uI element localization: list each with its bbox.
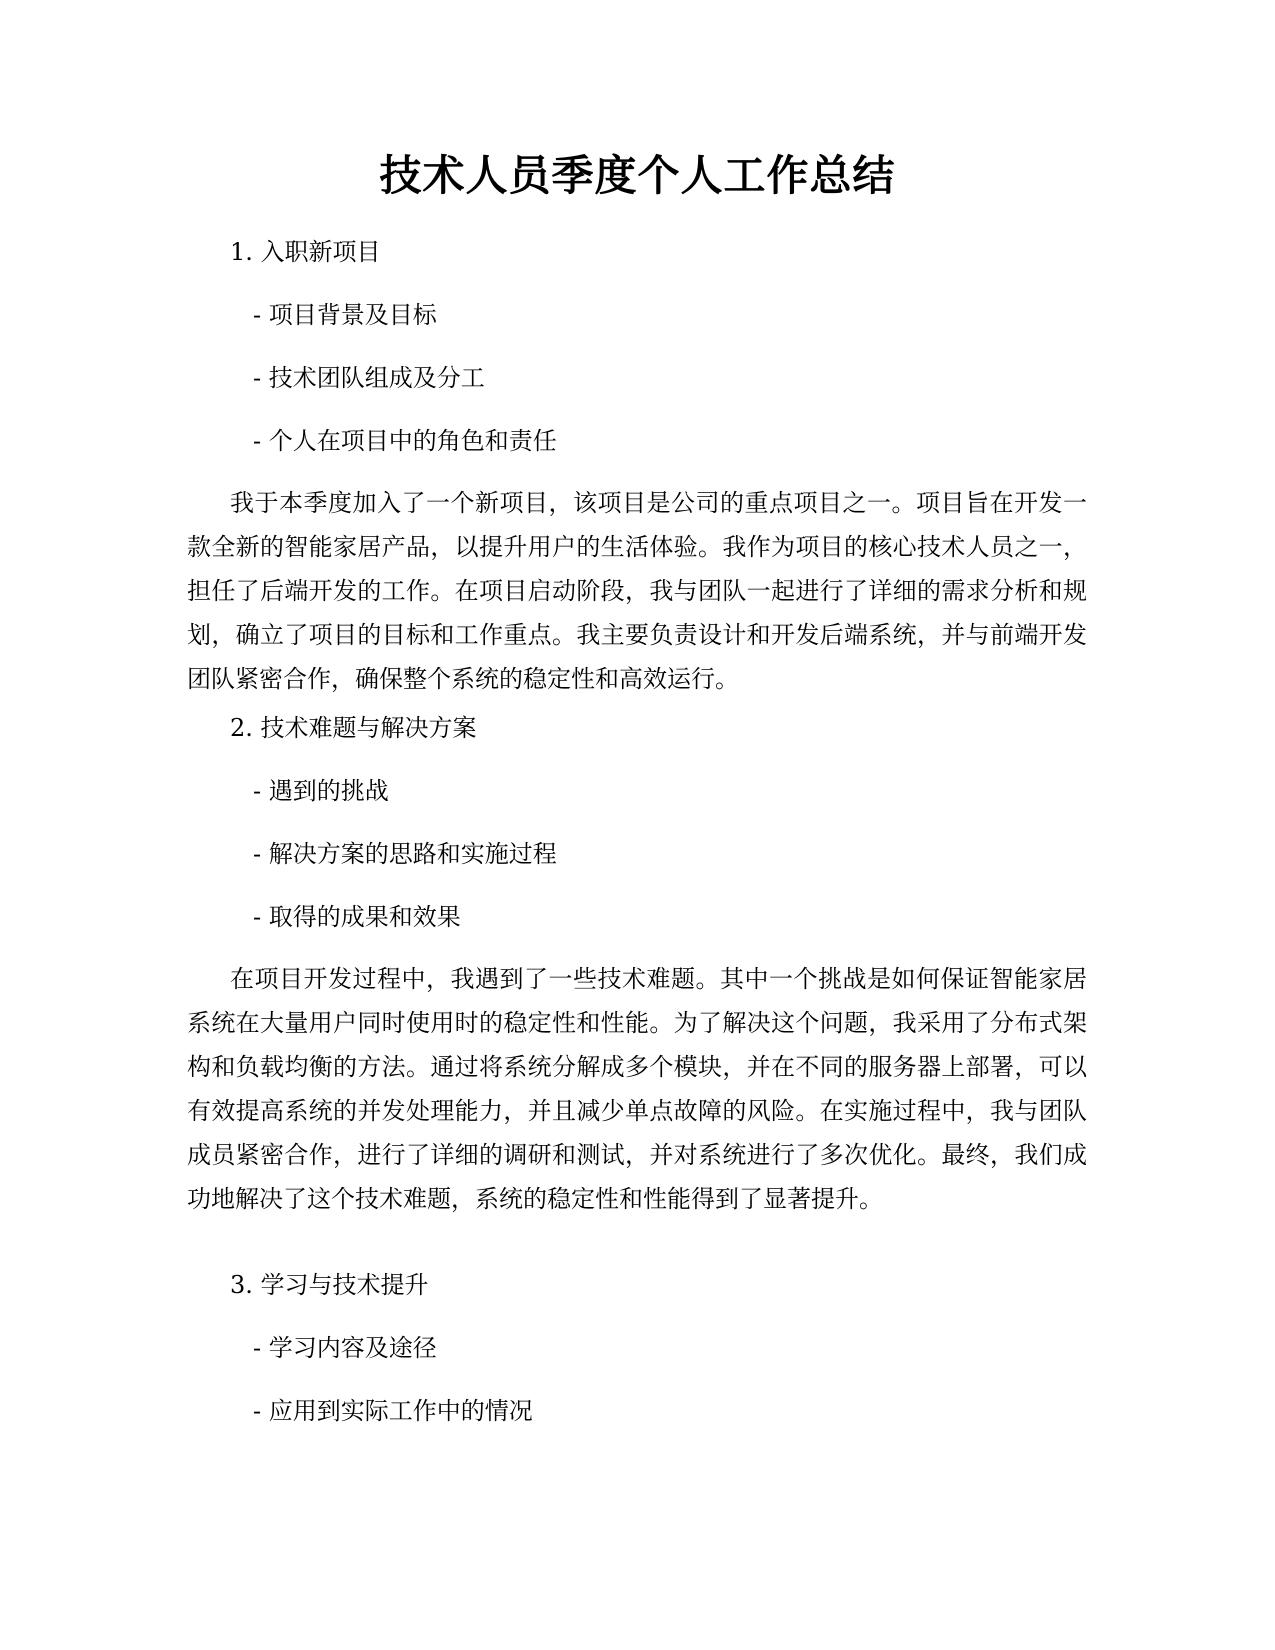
section-1-item-3: - 个人在项目中的角色和责任: [253, 427, 557, 455]
section-1-item-1: - 项目背景及目标: [253, 301, 437, 329]
section-3-item-1: - 学习内容及途径: [253, 1334, 437, 1362]
section-1-paragraph: 我于本季度加入了一个新项目，该项目是公司的重点项目之一。项目旨在开发一款全新的智能家居产品，以提升用户的生活体验。我作为项目的核心技术人员之一，担任了后端开发的工作。在项目启动阶段，我与团队一起进行了详细的需求分析和规划，确立了项目的目标和工作重点。我主要负责设计和开发后端系统，并与前端开发团队紧密合作，确保整个系统的稳定性和高效运行。: [187, 489, 1087, 693]
section-1-item-2: - 技术团队组成及分工: [253, 364, 485, 392]
section-2-item-3: - 取得的成果和效果: [253, 903, 461, 931]
section-heading-1: 1. 入职新项目: [230, 238, 381, 266]
section-2-item-1: - 遇到的挑战: [253, 777, 389, 805]
section-2-paragraph: 在项目开发过程中，我遇到了一些技术难题。其中一个挑战是如何保证智能家居系统在大量用户同时使用时的稳定性和性能。为了解决这个问题，我采用了分布式架构和负载均衡的方法。通过将系统分解成多个模块，并在不同的服务器上部署，可以有效提高系统的并发处理能力，并且减少单点故障的风险。在实施过程中，我与团队成员紧密合作，进行了详细的调研和测试，并对系统进行了多次优化。最终，我们成功地解决了这个技术难题，系统的稳定性和性能得到了显著提升。: [187, 965, 1087, 1213]
section-3-item-2: - 应用到实际工作中的情况: [253, 1397, 533, 1425]
document-title: 技术人员季度个人工作总结: [379, 151, 896, 200]
section-heading-3: 3. 学习与技术提升: [230, 1271, 429, 1299]
section-heading-2: 2. 技术难题与解决方案: [230, 714, 477, 742]
section-2-item-2: - 解决方案的思路和实施过程: [253, 840, 557, 868]
